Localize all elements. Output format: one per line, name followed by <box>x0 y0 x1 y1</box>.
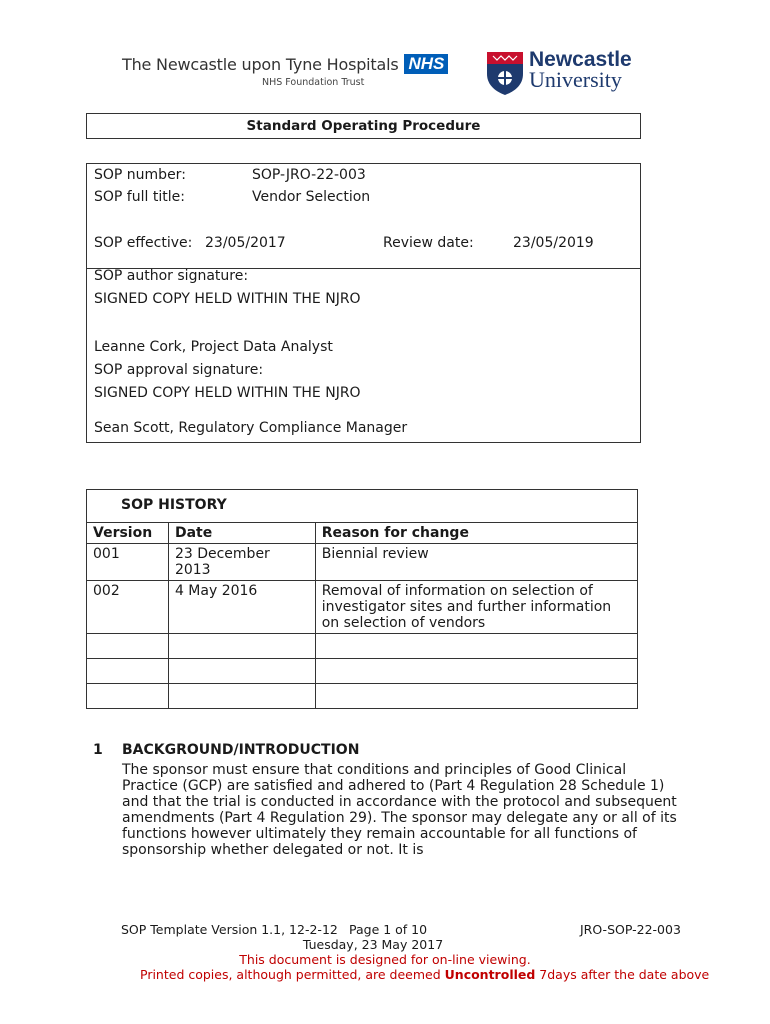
column-header-version: Version <box>87 523 169 544</box>
sop-history-caption: SOP HISTORY <box>87 490 638 523</box>
cell-version: 002 <box>87 581 169 634</box>
section-background <box>93 742 677 858</box>
hospital-name: The Newcastle upon Tyne Hospitals <box>122 54 399 74</box>
table-row-empty <box>87 684 638 709</box>
university-logo <box>485 50 632 96</box>
printed-notice-post: 7days after the date above <box>535 967 710 982</box>
section-number: 1 <box>93 742 103 758</box>
university-name-line1: Newcastle <box>529 48 632 71</box>
cell-reason: Removal of information on selection of investigator sites and further information on selection of vendors <box>315 581 637 634</box>
full-title-value: Vendor Selection <box>252 189 371 205</box>
review-label: Review date: <box>383 235 474 251</box>
section-body: The sponsor must ensure that conditions and principles of Good Clinical Practice (GCP) are satisfied and adhered to (Part 4 Regulation 28 Schedule 1) and that the trial is conducted in accordance with the protocol and subsequent amendments (Part 4 Regulation 29). The sponsor may delegate any or all of its functions however ultimately they remain accountable for all functions of sponsorship whether delegated or not. It is <box>122 762 677 858</box>
column-header-reason: Reason for change <box>315 523 637 544</box>
cell-reason: Biennial review <box>315 544 637 581</box>
full-title-label: SOP full title: <box>94 189 185 205</box>
trust-name: NHS Foundation Trust <box>262 77 365 88</box>
footer-printed-notice <box>140 967 709 982</box>
footer-template-version: SOP Template Version 1.1, 12-2-12 <box>121 922 338 937</box>
university-name-line2: University <box>529 67 622 92</box>
table-row-empty <box>87 659 638 684</box>
approval-signed-copy: SIGNED COPY HELD WITHIN THE NJRO <box>94 385 361 401</box>
section-heading: BACKGROUND/INTRODUCTION <box>122 742 360 758</box>
page-footer <box>0 922 770 982</box>
sop-details <box>87 164 640 269</box>
table-row <box>87 581 638 634</box>
effective-label: SOP effective: <box>94 235 193 251</box>
review-value: 23/05/2019 <box>513 235 594 251</box>
printed-notice-bold: Uncontrolled <box>444 967 536 982</box>
university-crest-icon <box>485 50 525 96</box>
cell-version: 001 <box>87 544 169 581</box>
approval-signature-label: SOP approval signature: <box>94 362 264 378</box>
author-signed-copy: SIGNED COPY HELD WITHIN THE NJRO <box>94 291 361 307</box>
table-row <box>87 544 638 581</box>
table-row-empty <box>87 634 638 659</box>
document-title: Standard Operating Procedure <box>86 113 641 139</box>
footer-online-notice: This document is designed for on-line viewing. <box>239 952 531 967</box>
hospital-logo <box>122 54 448 88</box>
nhs-badge: NHS <box>404 54 448 74</box>
sop-number-label: SOP number: <box>94 167 186 183</box>
approver-name: Sean Scott, Regulatory Compliance Manager <box>94 420 408 436</box>
column-header-date: Date <box>168 523 315 544</box>
sop-number-value: SOP-JRO-22-003 <box>252 167 366 183</box>
cell-date: 4 May 2016 <box>168 581 315 634</box>
printed-notice-pre: Printed copies, although permitted, are deemed <box>140 967 445 982</box>
author-signature-label: SOP author signature: <box>94 268 249 284</box>
effective-value: 23/05/2017 <box>205 235 286 251</box>
sop-info-box <box>86 163 641 443</box>
sop-history-table <box>86 489 638 709</box>
cell-date: 23 December 2013 <box>168 544 315 581</box>
footer-page-number: Page 1 of 10 <box>349 922 428 937</box>
author-name: Leanne Cork, Project Data Analyst <box>94 339 333 355</box>
footer-reference: JRO-SOP-22-003 <box>580 922 681 937</box>
footer-date: Tuesday, 23 May 2017 <box>302 937 444 952</box>
